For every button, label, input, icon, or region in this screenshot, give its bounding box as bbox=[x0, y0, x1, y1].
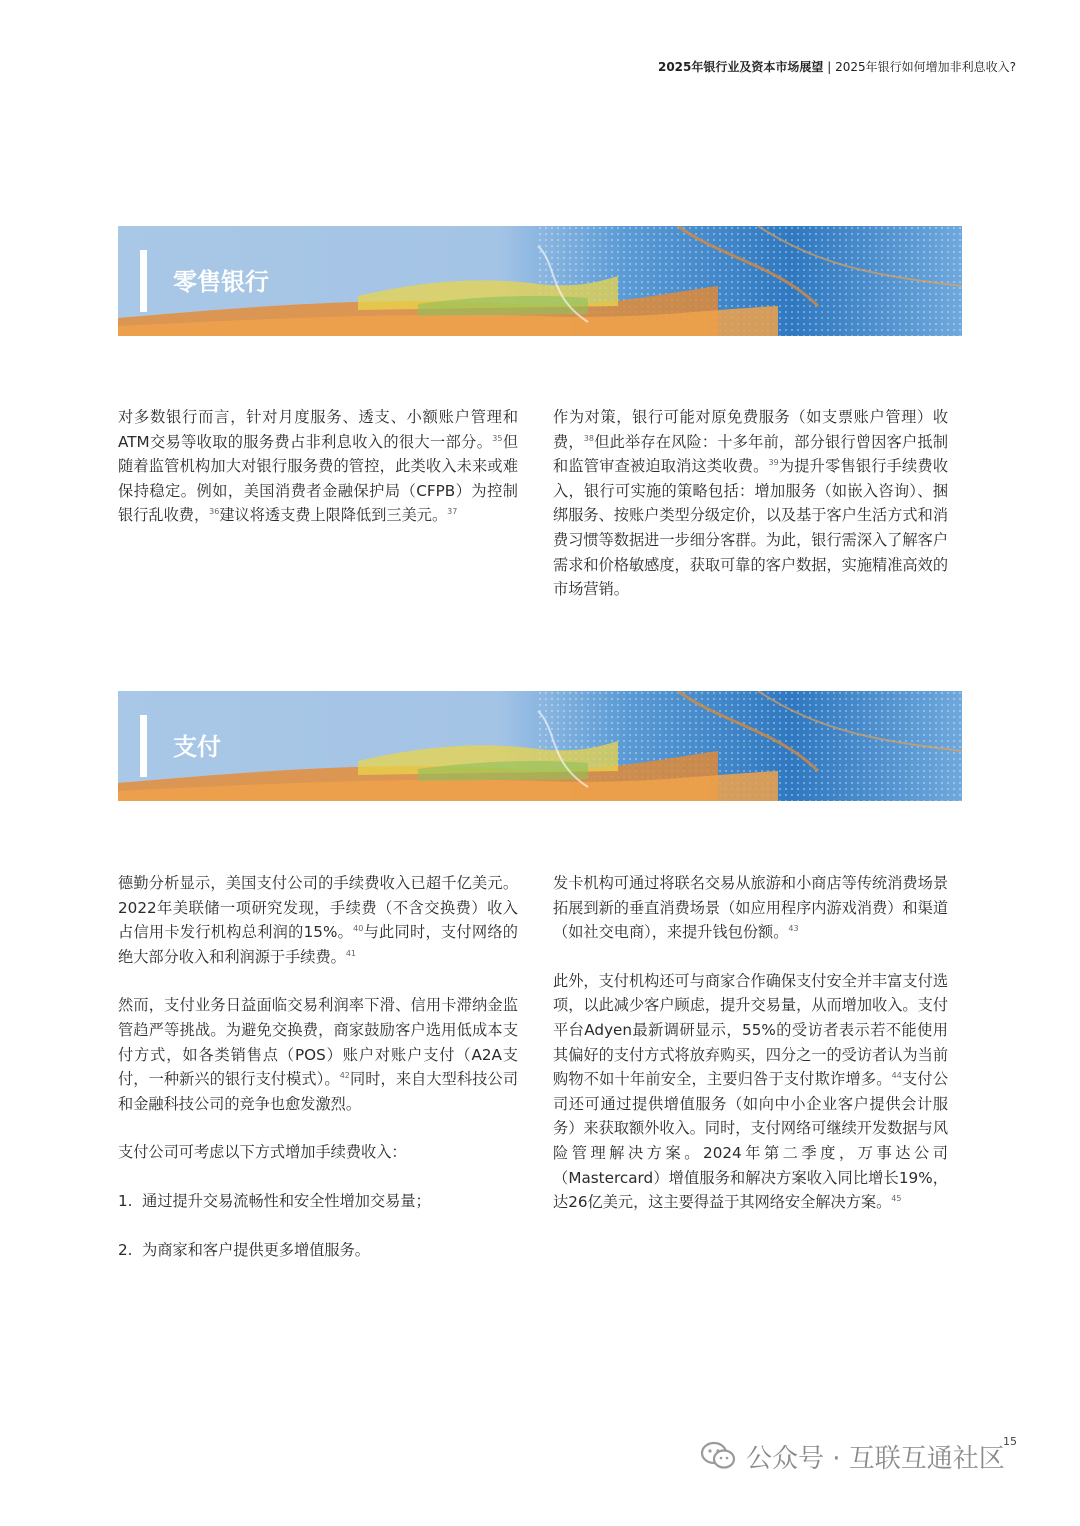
list-text: 为商家和客户提供更多增值服务。 bbox=[142, 1240, 370, 1259]
paragraph bbox=[553, 969, 948, 1215]
list-item bbox=[118, 1238, 518, 1263]
banner-title: 支付 bbox=[173, 733, 221, 761]
running-header bbox=[658, 58, 1016, 75]
footnote-ref[interactable]: 42 bbox=[339, 1071, 350, 1081]
footnote-ref[interactable]: 43 bbox=[788, 924, 799, 934]
paragraph bbox=[118, 993, 518, 1116]
payments-left-column bbox=[118, 871, 518, 1262]
text-run: 但此举存在风险：十多年前，部分银行曾因客户抵制和监管审查被迫取消这类收费。 bbox=[553, 432, 949, 476]
text-run: 对多数银行而言，针对月度服务、透支、小额账户管理和ATM交易等收取的服务费占非利息收入的很大一部分。 bbox=[118, 408, 518, 451]
header-separator: | bbox=[827, 60, 832, 74]
footnote-ref[interactable]: 35 bbox=[492, 433, 503, 443]
footnote-ref[interactable]: 36 bbox=[209, 507, 220, 517]
list-text: 通过提升交易流畅性和安全性增加交易量； bbox=[142, 1191, 431, 1210]
footnote-ref[interactable]: 45 bbox=[891, 1194, 902, 1204]
text-run: 德勤分析显示，美国支付公司的手续费收入已超千亿美元。2022年美联储一项研究发现，手续费（不含交换费）收入占信用卡发行机构总利润的15%。 bbox=[118, 874, 518, 942]
retail-left-column bbox=[118, 405, 518, 528]
footnote-ref[interactable]: 44 bbox=[891, 1071, 902, 1081]
text-run: 然而，支付业务日益面临交易利润率下滑、信用卡滞纳金监管趋严等挑战。为避免交换费，商家鼓励客户选用低成本支付方式，如各类销售点（POS）账户对账户支付（A2A支付，一种新兴的银行支付模式）。 bbox=[118, 996, 518, 1089]
footnote-ref[interactable]: 41 bbox=[345, 948, 356, 958]
text-run: 同时，来自大型科技公司和金融科技公司的竞争也愈发激烈。 bbox=[118, 1070, 519, 1113]
paragraph bbox=[118, 405, 518, 528]
text-run: 但随着监管机构加大对银行服务费的管控，此类收入未来或难保持稳定。例如，美国消费者金融保护局（CFPB）为控制银行乱收费， bbox=[118, 432, 519, 525]
text-run: 作为对策，银行可能对原免费服务（如支票账户管理）收费， bbox=[553, 408, 948, 451]
footnote-ref[interactable]: 37 bbox=[447, 507, 458, 517]
list-number: 2. bbox=[118, 1240, 133, 1259]
text-run: 此外，支付机构还可与商家合作确保支付安全并丰富支付选项，以此减少客户顾虑，提升交易量，从而增加收入。支付平台Adyen最新调研显示，55%的受访者表示若不能使用其偏好的支付方式将放弃购买，四分之一的受访者认为当前购物不如十年前安全，主要归咎于支付欺诈增多。 bbox=[553, 971, 948, 1089]
paragraph: 支付公司可考虑以下方式增加手续费收入： bbox=[118, 1143, 407, 1162]
list-item bbox=[118, 1189, 518, 1214]
text-run: 为提升零售银行手续费收入，银行可实施的策略包括：增加服务（如嵌入咨询）、捆绑服务、按账户类型分级定价，以及基于客户生活方式和消费习惯等数据进一步细分客群。为此，银行需深入了解客户需求和价格敏感度，获取可靠的客户数据，实施精准高效的市场营销。 bbox=[553, 457, 949, 599]
payments-right-column bbox=[553, 871, 948, 1215]
paragraph bbox=[118, 871, 518, 969]
banner-artwork bbox=[118, 691, 962, 801]
footnote-ref[interactable]: 39 bbox=[768, 458, 779, 468]
section-title: 2025年银行如何增加非利息收入? bbox=[835, 60, 1016, 74]
footnote-ref[interactable]: 40 bbox=[353, 924, 364, 934]
retail-banner bbox=[118, 226, 962, 336]
text-run: 与此同时，支付网络的绝大部分收入和利润源于手续费。 bbox=[118, 923, 518, 966]
page-number: 15 bbox=[1003, 1435, 1017, 1448]
wechat-icon bbox=[700, 1441, 736, 1471]
text-run: 发卡机构可通过将联名交易从旅游和小商店等传统消费场景拓展到新的垂直消费场景（如应用程序内游戏消费）和渠道（如社交电商），来提升钱包份额。 bbox=[553, 874, 948, 942]
retail-right-column bbox=[553, 405, 948, 602]
banner-accent-bar bbox=[140, 250, 147, 312]
text-run: 建议将透支费上限降低到三美元。 bbox=[219, 506, 448, 525]
paragraph bbox=[553, 871, 948, 945]
payments-banner bbox=[118, 691, 962, 801]
footnote-ref[interactable]: 38 bbox=[583, 433, 594, 443]
report-title: 2025年银行业及资本市场展望 bbox=[657, 60, 824, 74]
text-run: 支付公司还可通过提供增值服务（如向中小企业客户提供会计服务）来获取额外收入。同时，支付网络可继续开发数据与风险管理解决方案。2024年第二季度，万事达公司（Mastercard）增值服务和解决方案收入同比增长19%，达26亿美元，这主要得益于其网络安全解决方案。 bbox=[553, 1070, 949, 1212]
banner-title: 零售银行 bbox=[173, 268, 269, 296]
banner-accent-bar bbox=[140, 715, 147, 777]
watermark-text: 公众号 · 互联互通社区 bbox=[746, 1443, 1005, 1474]
watermark bbox=[700, 1438, 1005, 1474]
list-number: 1. bbox=[118, 1191, 133, 1210]
paragraph bbox=[553, 405, 948, 602]
